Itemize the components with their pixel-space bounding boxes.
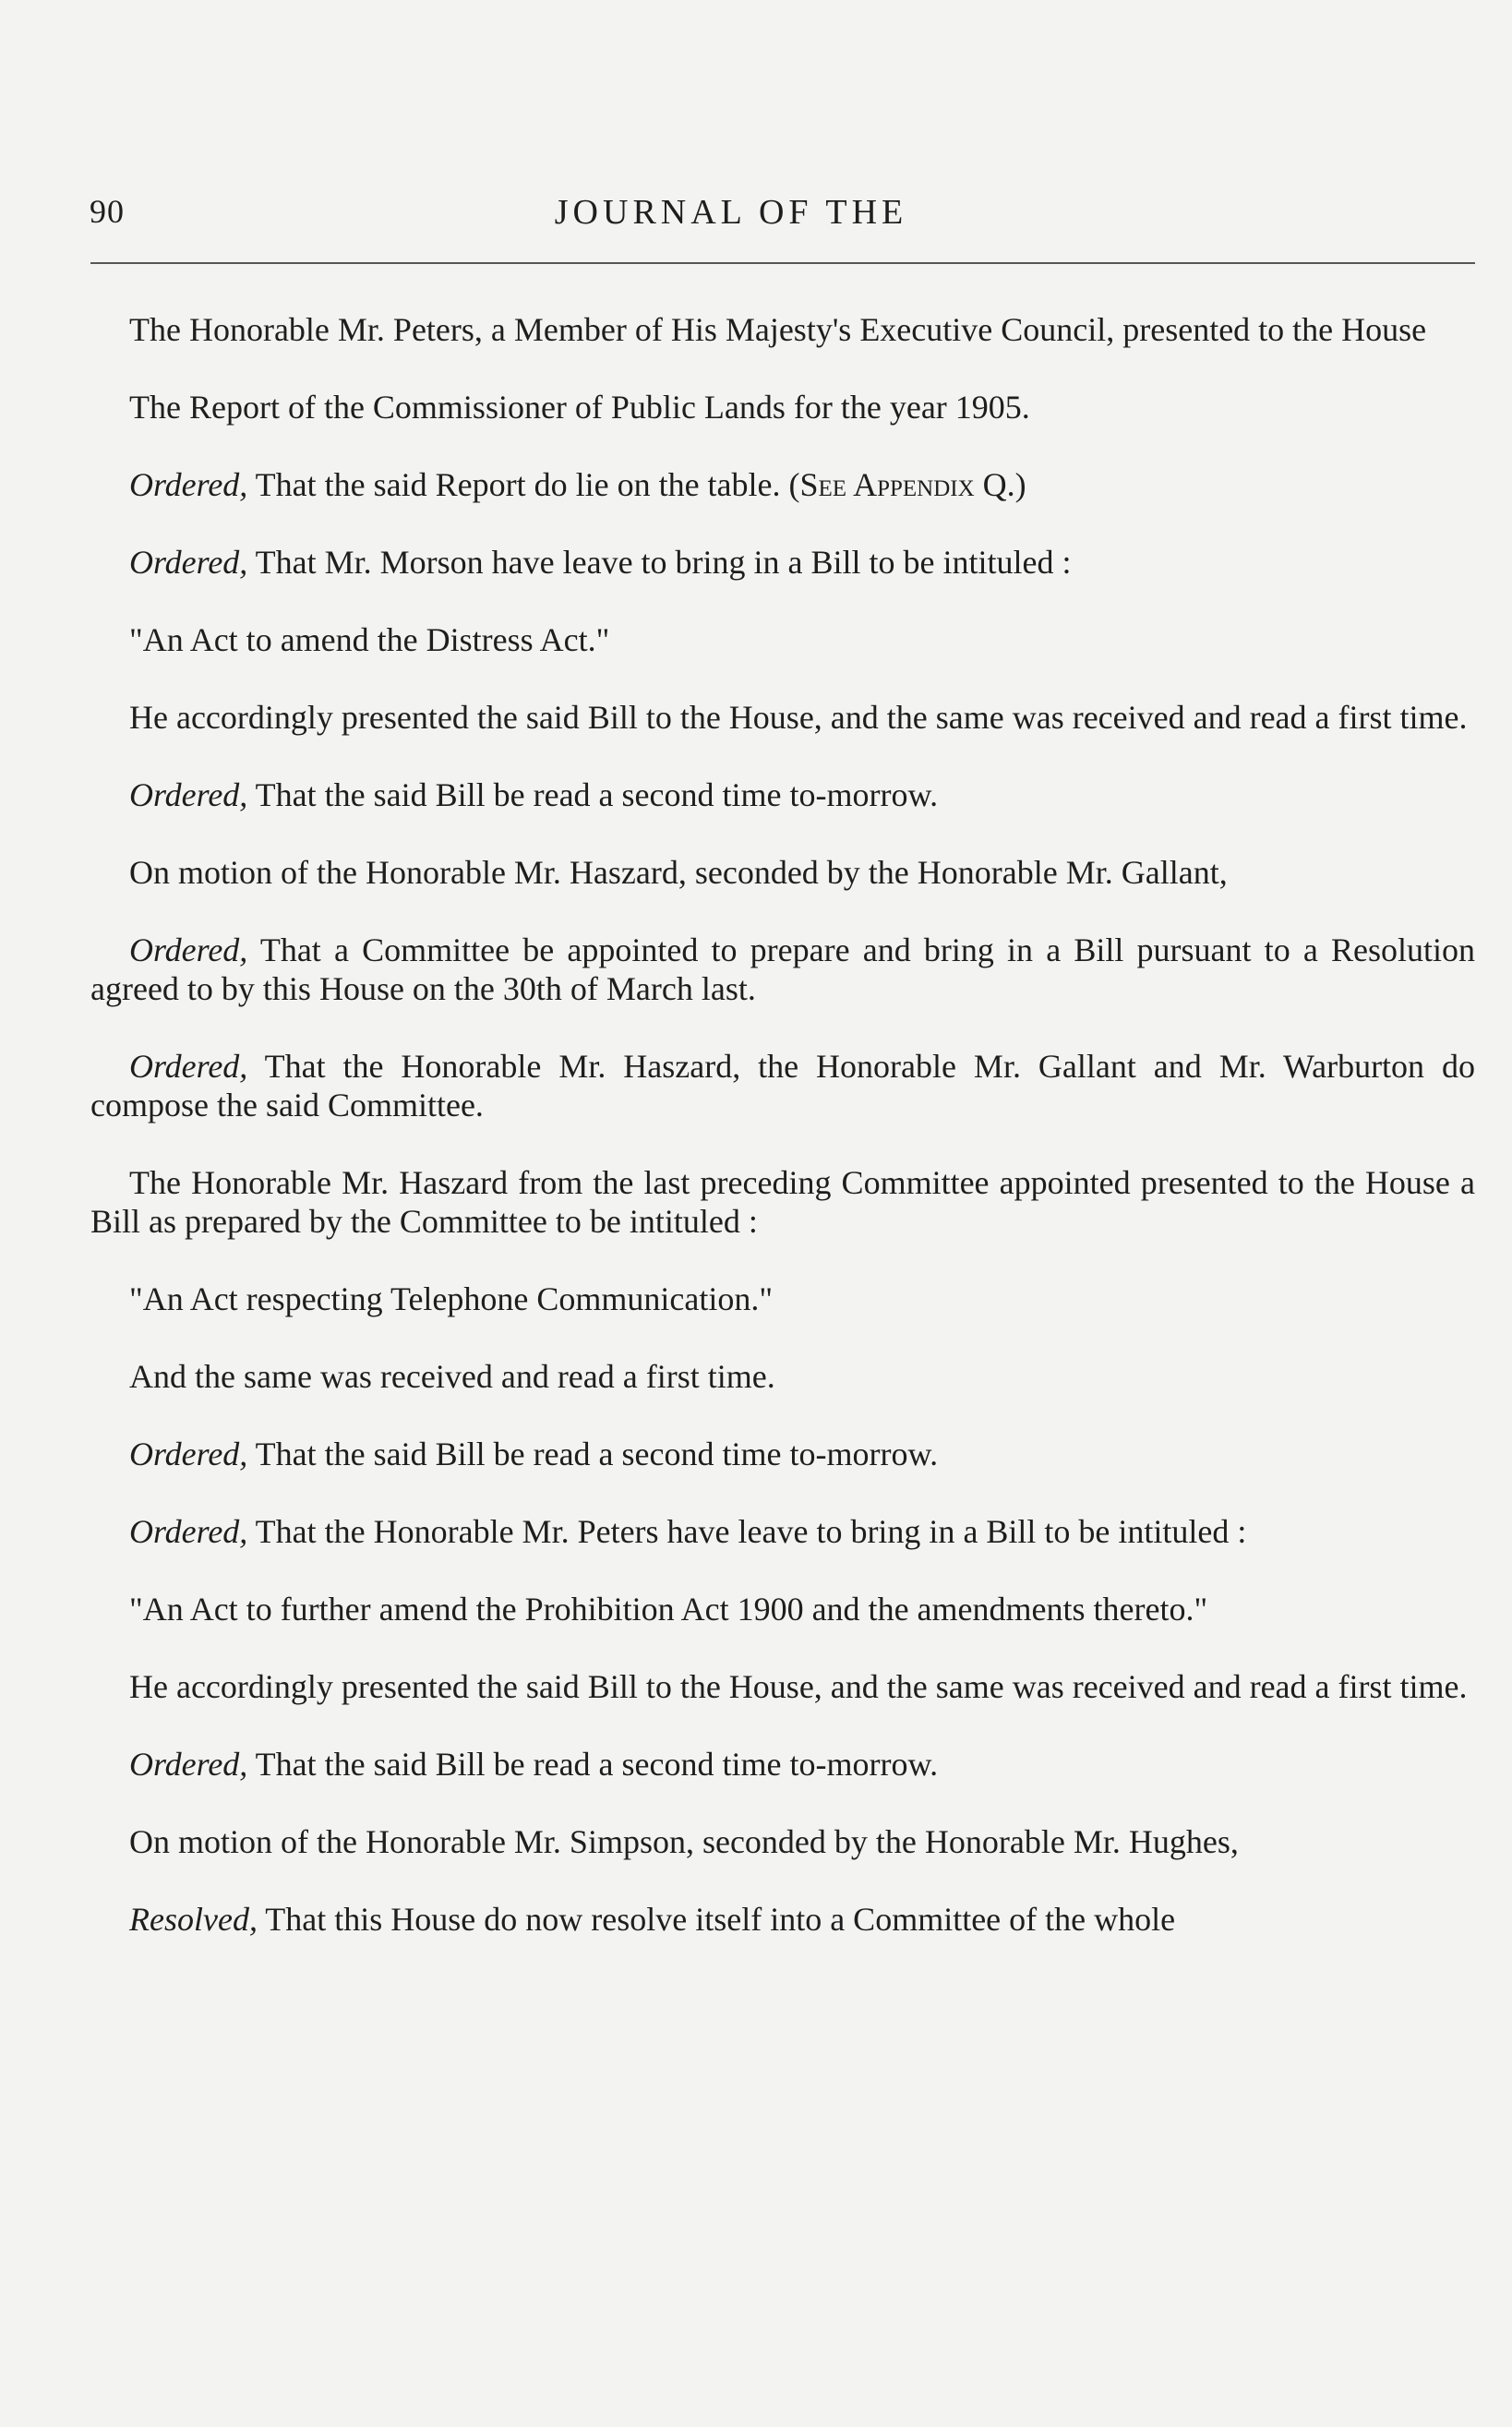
paragraph-18-lead: Ordered, bbox=[129, 1746, 248, 1783]
paragraph-4-lead: Ordered, bbox=[129, 544, 248, 581]
paragraph-9-text: That a Committee be appointed to prepare and bring in a Bill pursuant to a Resolution agreed to by this House on the 30th of March last. bbox=[90, 931, 1475, 1007]
paragraph-11-text: The Honorable Mr. Haszard from the last preceding Committee appointed presented to the House a Bill as prepared by the Committee to be intituled : bbox=[90, 1164, 1475, 1240]
paragraph-17-text: He accordingly presented the said Bill to the House, and the same was received and read a first time. bbox=[129, 1668, 1468, 1705]
paragraph-8-text: On motion of the Honorable Mr. Haszard, seconded by the Honorable Mr. Gallant, bbox=[129, 854, 1228, 891]
paragraph-16-text: "An Act to further amend the Prohibition Act 1900 and the amendments thereto." bbox=[129, 1591, 1208, 1628]
paragraph-13 bbox=[90, 1357, 1475, 1396]
paragraph-18-text: That the said Bill be read a second time to-morrow. bbox=[247, 1746, 939, 1783]
paragraph-15-text: That the Honorable Mr. Peters have leave to bring in a Bill to be intituled : bbox=[247, 1513, 1247, 1550]
paragraph-7 bbox=[90, 775, 1475, 814]
paragraph-10-text: That the Honorable Mr. Haszard, the Honorable Mr. Gallant and Mr. Warburton do compose the said Committee. bbox=[90, 1048, 1475, 1123]
paragraph-5 bbox=[90, 620, 1475, 659]
paragraph-1 bbox=[90, 310, 1475, 349]
paragraph-9-lead: Ordered, bbox=[129, 931, 248, 968]
paragraph-8 bbox=[90, 853, 1475, 892]
paragraph-6 bbox=[90, 698, 1475, 737]
paragraph-19 bbox=[90, 1822, 1475, 1861]
paragraph-6-text: He accordingly presented the said Bill to the House, and the same was received and read a first time. bbox=[129, 699, 1468, 736]
paragraph-5-text: "An Act to amend the Distress Act." bbox=[129, 621, 610, 658]
paragraph-3-text: That the said Report do lie on the table. bbox=[247, 466, 789, 503]
paragraph-11 bbox=[90, 1163, 1475, 1241]
paragraph-15 bbox=[90, 1512, 1475, 1551]
paragraph-7-text: That the said Bill be read a second time to-morrow. bbox=[247, 776, 939, 813]
paragraph-14-text: That the said Bill be read a second time to-morrow. bbox=[247, 1436, 939, 1472]
paragraph-20-lead: Resolved, bbox=[129, 1901, 258, 1938]
paragraph-1-text: The Honorable Mr. Peters, a Member of His Majesty's Executive Council, presented to the House bbox=[129, 311, 1427, 348]
paragraph-3 bbox=[90, 465, 1475, 504]
appendix-reference: (See Appendix Q.) bbox=[788, 466, 1026, 503]
header-rule bbox=[90, 262, 1475, 264]
paragraph-10-lead: Ordered, bbox=[129, 1048, 248, 1085]
paragraph-13-text: And the same was received and read a first time. bbox=[129, 1358, 775, 1395]
paragraph-18 bbox=[90, 1745, 1475, 1784]
paragraph-12-text: "An Act respecting Telephone Communication." bbox=[129, 1280, 774, 1317]
paragraph-9 bbox=[90, 931, 1475, 1008]
page-header bbox=[90, 185, 1474, 240]
paragraph-19-text: On motion of the Honorable Mr. Simpson, seconded by the Honorable Mr. Hughes, bbox=[129, 1823, 1239, 1860]
paragraph-20-text: That this House do now resolve itself into a Committee of the whole bbox=[257, 1901, 1176, 1938]
paragraph-2-text: The Report of the Commissioner of Public Lands for the year 1905. bbox=[129, 389, 1030, 426]
paragraph-17 bbox=[90, 1667, 1475, 1706]
paragraph-7-lead: Ordered, bbox=[129, 776, 248, 813]
paragraph-14 bbox=[90, 1435, 1475, 1473]
paragraph-20 bbox=[90, 1900, 1475, 1939]
paragraph-16 bbox=[90, 1590, 1475, 1628]
journal-body bbox=[90, 310, 1475, 1977]
paragraph-4 bbox=[90, 543, 1475, 582]
paragraph-15-lead: Ordered, bbox=[129, 1513, 248, 1550]
paragraph-10 bbox=[90, 1047, 1475, 1124]
paragraph-3-lead: Ordered, bbox=[129, 466, 248, 503]
paragraph-12 bbox=[90, 1280, 1475, 1318]
page-number: 90 bbox=[90, 193, 125, 230]
running-head: JOURNAL OF THE bbox=[554, 193, 908, 232]
paragraph-4-text: That Mr. Morson have leave to bring in a Bill to be intituled : bbox=[247, 544, 1072, 581]
paragraph-2 bbox=[90, 388, 1475, 427]
paragraph-14-lead: Ordered, bbox=[129, 1436, 248, 1472]
